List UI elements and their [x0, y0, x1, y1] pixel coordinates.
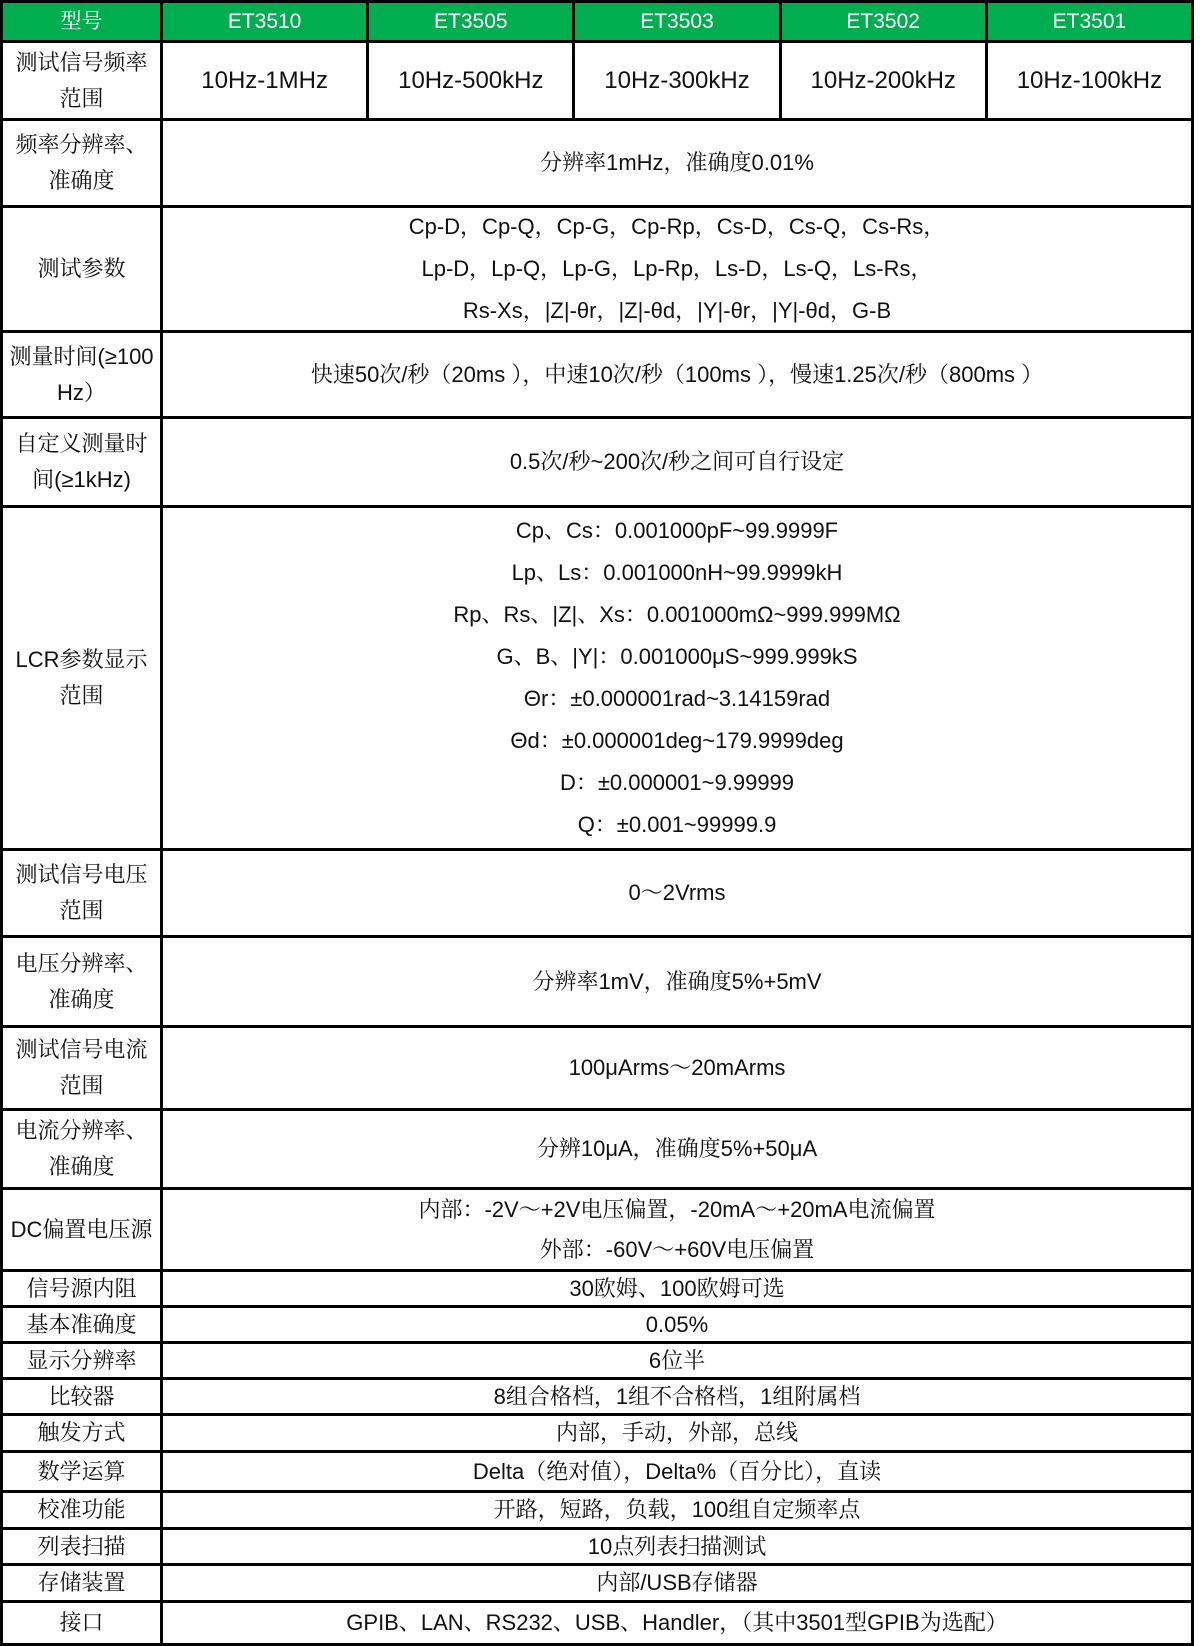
- row-content: [163, 1453, 1191, 1490]
- spec-line: 外部：-60V～+60V电压偏置: [539, 1236, 815, 1262]
- spec-line: Q：±0.001~99999.9: [577, 812, 777, 837]
- spec-line: 分辨10μA，准确度5%+50μA: [536, 1136, 818, 1161]
- row-label: 电流分辨率、准确度: [3, 1111, 163, 1187]
- spec-line: 分辨率1mV，准确度5%+5mV: [532, 968, 822, 994]
- row-value-et3503: 10Hz-300kHz: [575, 43, 781, 118]
- spec-line: 6位半: [648, 1347, 706, 1373]
- spec-row-calibration: [3, 1493, 1191, 1530]
- spec-line: 0～2Vrms: [628, 880, 726, 905]
- row-content: [163, 938, 1191, 1025]
- row-label: 校准功能: [3, 1493, 163, 1527]
- spec-row-frequency-resolution: [3, 121, 1191, 208]
- row-content: [163, 1308, 1191, 1341]
- spec-line: Rs-Xs，|Z|-θr，|Z|-θd，|Y|-θr，|Y|-θd，G-B: [462, 298, 892, 323]
- row-content: [163, 508, 1191, 848]
- row-value-et3502: 10Hz-200kHz: [782, 43, 988, 118]
- row-label: 列表扫描: [3, 1530, 163, 1563]
- spec-line: 内部：-2V～+2V电压偏置，-20mA～+20mA电流偏置: [418, 1196, 936, 1222]
- spec-row-source-impedance: [3, 1272, 1191, 1308]
- row-value-et3510: 10Hz-1MHz: [163, 43, 369, 118]
- header-cell-et3502: ET3502: [782, 3, 988, 40]
- header-cell-et3505: ET3505: [369, 3, 575, 40]
- row-content: [163, 851, 1191, 935]
- row-label: 频率分辨率、准确度: [3, 121, 163, 205]
- spec-line: 内部，手动，外部，总线: [555, 1420, 798, 1445]
- spec-line: D：±0.000001~9.99999: [559, 770, 795, 795]
- spec-row-math-function: [3, 1453, 1191, 1493]
- row-label: 测试参数: [3, 208, 163, 330]
- row-label: 数学运算: [3, 1453, 163, 1490]
- spec-line: 分辨率1mHz，准确度0.01%: [540, 150, 814, 175]
- spec-line: G、B、|Y|：0.001000μS~999.999kS: [496, 644, 858, 669]
- row-label: 自定义测量时间(≥1kHz): [3, 419, 163, 505]
- spec-row-interface: [3, 1603, 1191, 1643]
- spec-line: Cp-D，Cp-Q，Cp-G，Cp-Rp，Cs-D，Cs-Q，Cs-Rs，: [408, 214, 946, 239]
- spec-row-current-range: [3, 1028, 1191, 1111]
- row-content: [163, 1111, 1191, 1187]
- row-label: 显示分辨率: [3, 1344, 163, 1377]
- spec-row-lcr-display-range: [3, 508, 1191, 851]
- spec-row-comparator: [3, 1380, 1191, 1416]
- spec-row-measurement-time: [3, 333, 1191, 419]
- spec-row-frequency-range: [3, 43, 1191, 121]
- spec-row-voltage-range: [3, 851, 1191, 938]
- spec-line: 0.05%: [645, 1311, 709, 1337]
- row-content: [163, 1190, 1191, 1269]
- row-label: 测量时间(≥100Hz）: [3, 333, 163, 416]
- spec-line: 10点列表扫描测试: [587, 1533, 767, 1559]
- table-header-row: [3, 3, 1191, 43]
- row-content: [163, 1272, 1191, 1305]
- spec-line: 0.5次/秒~200次/秒之间可自行设定: [509, 449, 845, 474]
- spec-row-trigger-mode: [3, 1416, 1191, 1453]
- row-content: [163, 1028, 1191, 1108]
- row-content: [163, 333, 1191, 416]
- row-label: 存储装置: [3, 1566, 163, 1600]
- spec-line: Cp、Cs：0.001000pF~99.9999F: [515, 518, 839, 543]
- spec-row-dc-bias-source: [3, 1190, 1191, 1272]
- row-content: [163, 1380, 1191, 1413]
- row-content: [163, 1493, 1191, 1527]
- row-label: 测试信号频率范围: [3, 43, 163, 118]
- spec-line: 30欧姆、100欧姆可选: [569, 1275, 785, 1301]
- row-content: [163, 208, 1191, 330]
- row-label: 测试信号电流范围: [3, 1028, 163, 1108]
- spec-line: Lp、Ls：0.001000nH~99.9999kH: [511, 560, 843, 585]
- spec-row-custom-measurement-time: [3, 419, 1191, 508]
- spec-row-list-sweep: [3, 1530, 1191, 1566]
- row-label: LCR参数显示范围: [3, 508, 163, 848]
- spec-row-current-resolution: [3, 1111, 1191, 1190]
- row-label: 电压分辨率、准确度: [3, 938, 163, 1025]
- spec-line: 内部/USB存储器: [596, 1570, 758, 1595]
- header-cell-et3510: ET3510: [163, 3, 369, 40]
- spec-line: Lp-D，Lp-Q，Lp-G，Lp-Rp，Ls-D，Ls-Q，Ls-Rs，: [421, 256, 933, 281]
- header-cell-et3501: ET3501: [988, 3, 1191, 40]
- header-cell-et3503: ET3503: [575, 3, 781, 40]
- spec-line: Θr：±0.000001rad~3.14159rad: [523, 686, 831, 711]
- spec-line: 8组合格档，1组不合格档，1组附属档: [493, 1383, 861, 1409]
- spec-line: GPIB、LAN、RS232、USB、Handler，（其中3501型GPIB为选配）: [346, 1610, 1008, 1635]
- spec-row-basic-accuracy: [3, 1308, 1191, 1344]
- spec-row-test-parameters: [3, 208, 1191, 333]
- row-label: 接口: [3, 1603, 163, 1643]
- row-label: 测试信号电压范围: [3, 851, 163, 935]
- spec-line: 快速50次/秒（20ms ），中速10次/秒（100ms ），慢速1.25次/秒（800ms ）: [310, 361, 1044, 387]
- row-label: 触发方式: [3, 1416, 163, 1450]
- row-content: [163, 1566, 1191, 1600]
- spec-row-voltage-resolution: [3, 938, 1191, 1028]
- row-content: [163, 1530, 1191, 1563]
- spec-line: Delta（绝对值），Delta%（百分比），直读: [472, 1458, 882, 1484]
- spec-line: Rp、Rs、|Z|、Xs：0.001000mΩ~999.999MΩ: [453, 602, 901, 627]
- row-label: 信号源内阻: [3, 1272, 163, 1305]
- row-label: 比较器: [3, 1380, 163, 1413]
- row-content: [163, 1344, 1191, 1377]
- spec-line: Θd：±0.000001deg~179.9999deg: [510, 728, 844, 753]
- row-label: DC偏置电压源: [3, 1190, 163, 1269]
- spec-line: 开路，短路，负载，100组自定频率点: [493, 1497, 861, 1522]
- row-content: [163, 419, 1191, 505]
- row-content: [163, 1416, 1191, 1450]
- spec-row-storage: [3, 1566, 1191, 1603]
- row-label: 基本准确度: [3, 1308, 163, 1341]
- spec-row-display-resolution: [3, 1344, 1191, 1380]
- row-content: [163, 1603, 1191, 1643]
- row-content: [163, 121, 1191, 205]
- row-value-et3501: 10Hz-100kHz: [1016, 66, 1163, 94]
- row-value-et3505: 10Hz-500kHz: [369, 43, 575, 118]
- spec-line: 100μArms～20mArms: [568, 1055, 786, 1080]
- header-cell-model: 型号: [3, 3, 163, 40]
